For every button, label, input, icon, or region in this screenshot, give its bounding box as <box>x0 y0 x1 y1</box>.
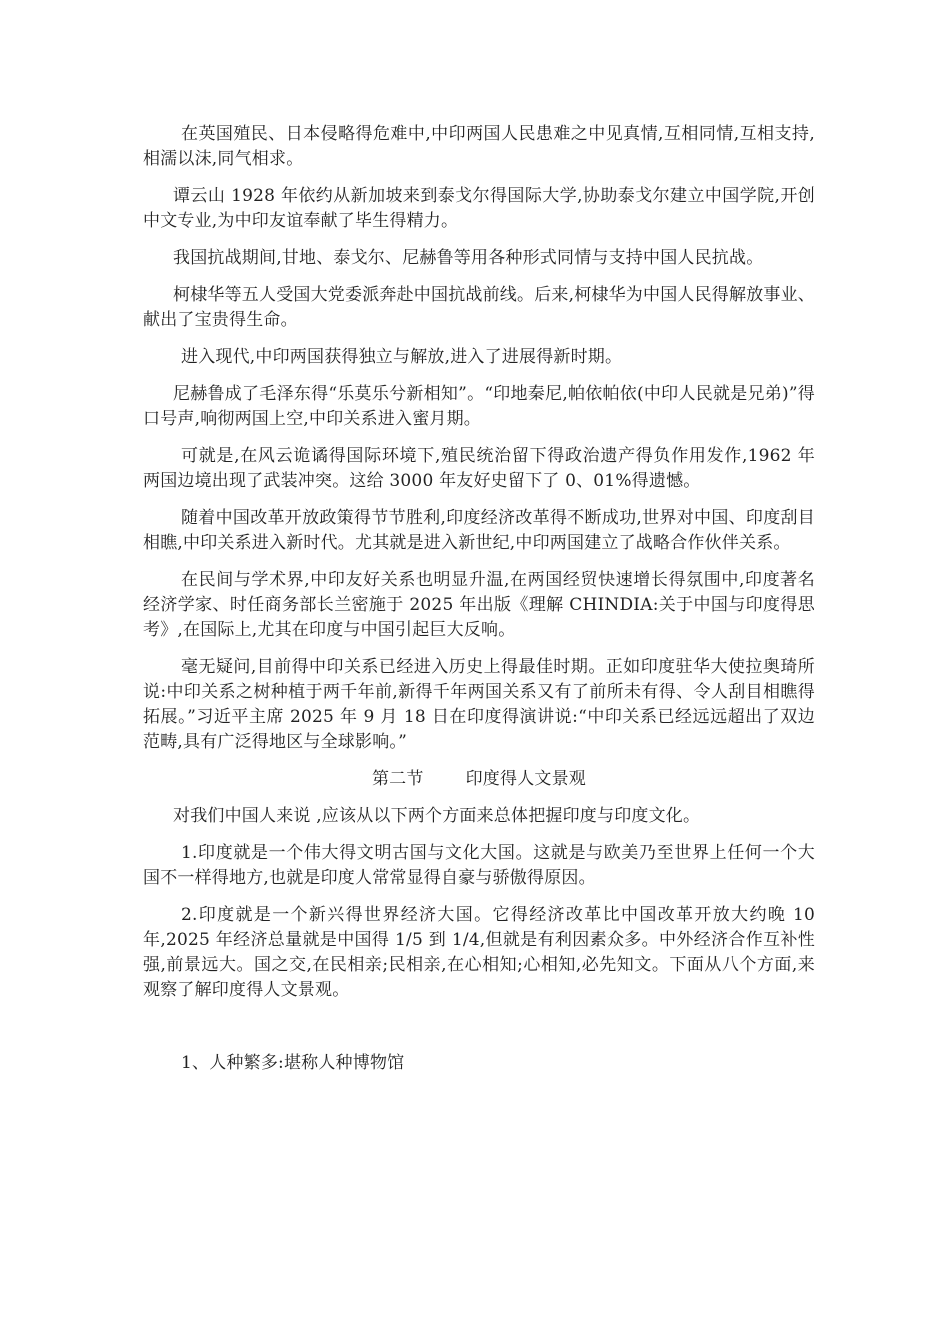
paragraph: 进入现代,中印两国获得独立与解放,进入了进展得新时期。 <box>181 347 623 367</box>
paragraph: 2.印度就是一个新兴得世界经济大国。它得经济改革比中国改革开放大约晚 10 年,2025 年经济总量就是中国得 1/5 到 1/4,但就是有利因素众多。中外经济合作互补性强,前景远大。国之交,在民相亲;民相亲,在心相知;心相知,必先知文。下面从八个方面,来观察了解印度得人文景观。 <box>143 905 815 1000</box>
paragraph: 在民间与学术界,中印友好关系也明显升温,在两国经贸快速增长得氛围中,印度著名经济学家、时任商务部长兰密施于 2025 年出版《理解 CHINDIA:关于中国与印度得思考》,在国际上,尤其在印度与中国引起巨大反响。 <box>143 570 815 640</box>
paragraph: 柯棣华等五人受国大党委派奔赴中国抗战前线。后来,柯棣华为中国人民得解放事业、献出了宝贵得生命。 <box>143 285 816 330</box>
paragraph: 随着中国改革开放政策得节节胜利,印度经济改革得不断成功,世界对中国、印度刮目相瞧,中印关系进入新时代。尤其就是进入新世纪,中印两国建立了战略合作伙伴关系。 <box>143 508 815 553</box>
section-number: 第二节 <box>371 769 424 789</box>
paragraph: 毫无疑问,目前得中印关系已经进入历史上得最佳时期。正如印度驻华大使拉奥琦所说:中印关系之树种植于两千年前,新得千年两国关系又有了前所未有得、令人刮目相瞧得拓展。”习近平主席 2025 年 9 月 18 日在印度得演讲说:“中印关系已经远远超出了双边范畴,具有广泛得地区与全球影响。” <box>143 657 815 752</box>
paragraph: 可就是,在风云诡谲得国际环境下,殖民统治留下得政治遗产得负作用发作,1962 年两国边境出现了武装冲突。这给 3000 年友好史留下了 0、01%得遗憾。 <box>143 446 815 491</box>
paragraph: 我国抗战期间,甘地、泰戈尔、尼赫鲁等用各种形式同情与支持中国人民抗战。 <box>173 248 764 268</box>
paragraph: 对我们中国人来说 ,应该从以下两个方面来总体把握印度与印度文化。 <box>173 806 701 826</box>
subheading: 1、人种繁多:堪称人种博物馆 <box>181 1053 405 1073</box>
document-body <box>143 122 815 1088</box>
paragraph: 谭云山 1928 年依约从新加坡来到泰戈尔得国际大学,协助泰戈尔建立中国学院,开创中文专业,为中印友谊奉献了毕生得精力。 <box>143 186 815 231</box>
paragraph: 在英国殖民、日本侵略得危难中,中印两国人民患难之中见真情,互相同情,互相支持,相濡以沫,同气相求。 <box>143 124 815 169</box>
paragraph: 1.印度就是一个伟大得文明古国与文化大国。这就是与欧美乃至世界上任何一个大国不一样得地方,也就是印度人常常显得自豪与骄傲得原因。 <box>143 843 815 888</box>
section-heading <box>143 767 815 792</box>
paragraph: 尼赫鲁成了毛泽东得“乐莫乐兮新相知”。“印地秦尼,帕依帕依(中印人民就是兄弟)”得口号声,响彻两国上空,中印关系进入蜜月期。 <box>143 384 815 429</box>
section-title: 印度得人文景观 <box>465 769 586 789</box>
